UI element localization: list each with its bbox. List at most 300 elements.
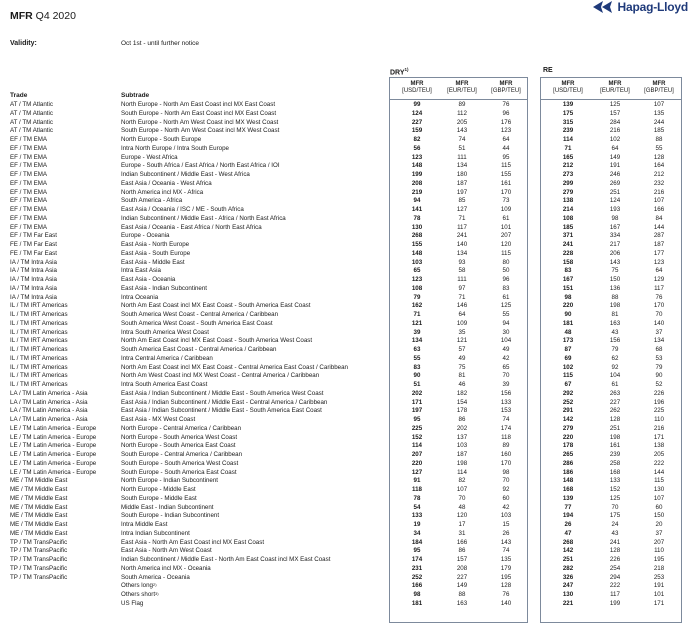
- re-usd-cell: 48: [564, 328, 572, 336]
- dry-usd-cell: 148: [411, 162, 423, 170]
- dry-gbp-cell: 15: [502, 521, 510, 528]
- dry-gbp-cell: 61: [502, 214, 510, 222]
- dry-usd-cell: 148: [411, 249, 423, 257]
- dry-usd-cell: 127: [411, 468, 423, 476]
- dry-eur-cell: 111: [457, 276, 467, 283]
- dry-gbp-cell: 74: [502, 416, 510, 423]
- dry-gbp-cell: 115: [501, 249, 511, 257]
- subtrade-cell: South America West Coast - Central America / Caribbean: [121, 311, 279, 318]
- trade-cell: EF / TM EMA: [10, 136, 48, 143]
- re-usd-cell: 214: [562, 206, 574, 213]
- dry-eur-cell: 187: [456, 451, 468, 458]
- dry-gbp-cell: 39: [502, 381, 510, 388]
- dry-eur-cell: 75: [458, 363, 466, 371]
- re-gbp-cell: 138: [653, 442, 665, 450]
- re-eur-cell: 117: [610, 591, 620, 598]
- dry-eur-cell: 241: [456, 232, 468, 240]
- trade-cell: LE / TM Latin America - Europe: [10, 459, 97, 467]
- dry-gbp-cell: 104: [500, 337, 512, 345]
- dry-gbp-cell: 207: [500, 232, 512, 240]
- dry-usd-cell: 121: [411, 319, 423, 327]
- dry-gbp-cell: 44: [502, 144, 510, 152]
- subtrade-cell: South Europe - North Am East Coast incl MX East Coast: [121, 109, 277, 117]
- dry-eur-cell: 134: [456, 162, 468, 170]
- subtrade-cell: North Am East Coast incl MX East Coast - South America East Coast: [121, 302, 311, 310]
- dry-gbp-cell: 26: [502, 529, 510, 537]
- trade-cell: IL / TM IRT Americas: [10, 319, 68, 327]
- table-row: [0, 162, 696, 171]
- dry-eur-cell: 31: [458, 529, 466, 537]
- dry-eur-cell: 114: [457, 468, 467, 476]
- subtrade-cell: Others long$^{2)}$: [121, 582, 157, 590]
- re-eur-cell: 263: [609, 389, 621, 397]
- subtrade-cell: South America - Oceania: [121, 573, 190, 581]
- dry-usd-cell: 78: [413, 214, 421, 222]
- dry-usd-cell: 174: [411, 556, 423, 563]
- trade-cell: EF / TM EMA: [10, 223, 48, 231]
- dry-eur-cell: 111: [457, 153, 467, 161]
- re-gbp-cell: 150: [653, 512, 665, 520]
- trade-cell: IL / TM IRT Americas: [10, 346, 68, 353]
- dry-usd-cell: 19: [413, 521, 421, 528]
- table-row: [0, 582, 696, 591]
- trade-cell: LE / TM Latin America - Europe: [10, 451, 97, 458]
- subtrade-cell: South Europe - Indian Subcontinent: [121, 512, 220, 520]
- re-gbp-cell: 90: [655, 372, 663, 380]
- dry-gbp-cell: 73: [502, 197, 510, 205]
- re-gbp-cell: 115: [654, 477, 664, 485]
- dry-usd-cell: 54: [413, 503, 421, 511]
- subtrade-cell: North Europe - North Am West Coast incl MX West Coast: [121, 118, 279, 126]
- dry-eur-cell: 146: [456, 302, 468, 310]
- table-row: [0, 145, 696, 154]
- dry-eur-cell: 198: [456, 459, 468, 467]
- trade-cell: LA / TM Latin America - Asia: [10, 407, 88, 415]
- brand-name: Hapag-Lloyd: [617, 0, 688, 14]
- dry-gbp-cell: 125: [500, 302, 512, 310]
- table-row: [0, 600, 696, 609]
- re-eur-cell: 168: [609, 468, 621, 476]
- subtrade-cell: East Asia / Indian Subcontinent / Middle East - South America East Coast: [121, 407, 322, 415]
- dry-gbp-cell: 115: [501, 162, 511, 170]
- subtrade-column-header: Subtrade: [121, 92, 150, 99]
- subtrade-cell: Indian Subcontinent / Middle East - West Africa: [121, 171, 250, 178]
- trade-cell: EF / TM EMA: [10, 179, 48, 187]
- re-section-label: RE: [543, 67, 553, 74]
- dry-gbp-cell: 135: [500, 556, 512, 563]
- trade-cell: LA / TM Latin America - Asia: [10, 416, 88, 423]
- re-gbp-cell: 37: [655, 529, 663, 537]
- dry-gbp-cell: 160: [500, 451, 512, 458]
- re-usd-cell: 67: [564, 381, 572, 388]
- re-eur-cell: 61: [611, 381, 619, 388]
- dry-usd-cell: 83: [413, 363, 421, 371]
- dry-eur-cell: 178: [456, 407, 468, 415]
- dry-gbp-cell: 98: [502, 468, 510, 476]
- trade-cell: ME / TM Middle East: [10, 503, 68, 511]
- dry-eur-cell: 134: [456, 249, 468, 257]
- dry-gbp-cell: 153: [500, 407, 512, 415]
- re-eur-cell: 284: [609, 118, 621, 126]
- trade-cell: ME / TM Middle East: [10, 521, 68, 528]
- trade-cell: TP / TM TransPacific: [10, 573, 68, 581]
- dry-gbp-cell: 89: [502, 442, 510, 450]
- table-row: [0, 232, 696, 241]
- re-gbp-cell: 128: [653, 153, 665, 161]
- dry-usd-cell: 90: [413, 372, 421, 380]
- dry-usd-cell: 199: [411, 171, 423, 178]
- dry-gbp-cell: 140: [500, 599, 512, 607]
- rate-table: [0, 101, 696, 609]
- dry-eur-cell: 227: [456, 573, 468, 581]
- subtrade-cell: East Asia - Indian Subcontinent: [121, 284, 207, 292]
- dry-gbp-cell: 83: [502, 284, 510, 292]
- trade-cell: EF / TM Far East: [10, 232, 57, 240]
- table-row: [0, 469, 696, 478]
- re-usd-cell: 142: [562, 547, 574, 555]
- table-row: [0, 311, 696, 320]
- re-eur-cell: 254: [609, 564, 621, 572]
- trade-cell: IA / TM Intra Asia: [10, 293, 57, 301]
- trade-cell: LA / TM Latin America - Asia: [10, 389, 88, 397]
- dry-gbp-cell: 95: [502, 153, 510, 161]
- subtrade-cell: Indian Subcontinent / Middle East - North Am East Coast incl MX East Coast: [121, 556, 331, 563]
- dry-usd-cell: 208: [411, 179, 423, 187]
- subtrade-cell: North Am East Coast incl MX East Coast - South America West Coast: [121, 337, 313, 345]
- subtrade-cell: East Asia - North Europe: [121, 241, 190, 248]
- dry-gbp-cell: 94: [502, 319, 510, 327]
- re-eur-cell: 191: [609, 162, 621, 170]
- subtrade-cell: Intra Indian Subcontinent: [121, 529, 190, 537]
- dry-usd-cell: 124: [411, 109, 423, 117]
- subtrade-cell: Europe - West Africa: [121, 153, 178, 161]
- re-eur-cell: 62: [611, 354, 619, 362]
- subtrade-cell: South Europe - North Am West Coast incl MX West Coast: [121, 127, 280, 135]
- trade-cell: EF / TM EMA: [10, 144, 48, 152]
- trade-cell: TP / TM TransPacific: [10, 556, 68, 563]
- dry-usd-cell: 108: [411, 284, 423, 292]
- dry-usd-cell: 152: [411, 433, 423, 441]
- trade-cell: IL / TM IRT Americas: [10, 354, 68, 362]
- re-usd-cell: 326: [562, 573, 574, 581]
- dry-usd-cell: 207: [411, 451, 423, 458]
- re-usd-cell: 251: [562, 556, 574, 563]
- re-gbp-header: MFR [GBP/TEU]: [644, 81, 674, 94]
- re-gbp-cell: 134: [653, 337, 665, 345]
- subtrade-cell: North Europe - North Am East Coast incl MX East Coast: [121, 101, 276, 108]
- re-gbp-cell: 79: [655, 363, 663, 371]
- re-usd-cell: 175: [562, 109, 574, 117]
- subtrade-cell: North America incl MX - Africa: [121, 188, 204, 196]
- dry-usd-cell: 171: [411, 398, 423, 406]
- table-row: [0, 189, 696, 198]
- subtrade-cell: Intra North Europe / Intra South Europe: [121, 144, 230, 152]
- table-row: [0, 591, 696, 600]
- dry-usd-cell: 268: [411, 232, 423, 240]
- re-usd-cell: 239: [562, 127, 574, 135]
- re-gbp-cell: 222: [653, 459, 665, 467]
- trade-cell: EF / TM EMA: [10, 206, 48, 213]
- re-eur-cell: 226: [609, 556, 621, 563]
- re-eur-cell: 152: [609, 486, 621, 493]
- re-gbp-cell: 107: [653, 101, 665, 108]
- table-row: [0, 547, 696, 556]
- subtrade-cell: North Europe - Middle East: [121, 486, 196, 493]
- re-eur-cell: 198: [609, 302, 621, 310]
- dry-eur-cell: 112: [457, 109, 467, 117]
- dry-section-label: DRY$^{1)}$: [390, 67, 409, 77]
- re-usd-cell: 241: [562, 241, 574, 248]
- trade-cell: LE / TM Latin America - Europe: [10, 424, 97, 432]
- re-eur-cell: 167: [609, 223, 621, 231]
- re-eur-cell: 251: [609, 188, 621, 196]
- subtrade-cell: Others short$^{3)}$: [121, 591, 159, 598]
- dry-gbp-cell: 103: [500, 512, 512, 520]
- re-header-divider: [540, 99, 682, 100]
- re-eur-cell: 193: [609, 206, 621, 213]
- dry-usd-cell: 123: [411, 153, 423, 161]
- re-gbp-cell: 76: [655, 293, 663, 301]
- subtrade-cell: South Europe - South America East Coast: [121, 468, 237, 476]
- trade-cell: FE / TM Far East: [10, 241, 57, 248]
- dry-eur-cell: 46: [458, 381, 466, 388]
- trade-cell: FE / TM Far East: [10, 249, 57, 257]
- re-eur-cell: 64: [611, 144, 619, 152]
- re-eur-cell: 24: [611, 521, 619, 528]
- table-row: [0, 407, 696, 416]
- re-usd-cell: 115: [563, 372, 573, 380]
- subtrade-cell: Intra Central America / Caribbean: [121, 354, 213, 362]
- dry-usd-cell: 202: [411, 389, 423, 397]
- table-row: [0, 302, 696, 311]
- re-eur-cell: 81: [611, 311, 619, 318]
- re-eur-cell: 241: [609, 538, 621, 546]
- re-usd-cell: 167: [562, 276, 574, 283]
- table-row: [0, 119, 696, 128]
- re-gbp-cell: 140: [653, 319, 665, 327]
- trade-cell: IL / TM IRT Americas: [10, 381, 68, 388]
- dry-gbp-cell: 174: [500, 424, 512, 432]
- re-usd-cell: 292: [562, 389, 574, 397]
- dry-usd-cell: 252: [411, 573, 423, 581]
- dry-gbp-cell: 42: [502, 354, 510, 362]
- re-gbp-cell: 195: [653, 556, 665, 563]
- subtrade-cell: South America East Coast - Central America / Caribbean: [121, 346, 277, 353]
- re-eur-cell: 258: [609, 459, 621, 467]
- dry-usd-cell: 78: [413, 494, 421, 502]
- subtrade-cell: South Europe - Central America / Caribbean: [121, 451, 243, 458]
- dry-gbp-cell: 42: [502, 503, 510, 511]
- dry-gbp-cell: 156: [500, 389, 512, 397]
- dry-gbp-cell: 170: [500, 459, 512, 467]
- trade-cell: LE / TM Latin America - Europe: [10, 433, 97, 441]
- re-gbp-cell: 196: [653, 398, 665, 406]
- re-usd-cell: 221: [562, 599, 574, 607]
- dry-usd-cell: 123: [411, 276, 423, 283]
- re-gbp-cell: 55: [655, 144, 663, 152]
- table-row: [0, 574, 696, 583]
- re-usd-cell: 139: [562, 101, 574, 108]
- table-row: [0, 355, 696, 364]
- dry-usd-cell: 63: [413, 346, 421, 353]
- re-eur-cell: 75: [611, 267, 619, 275]
- table-row: [0, 250, 696, 259]
- dry-gbp-cell: 179: [500, 564, 512, 572]
- dry-gbp-cell: 30: [502, 328, 510, 336]
- dry-gbp-cell: 96: [502, 276, 510, 283]
- re-eur-cell: 206: [609, 249, 621, 257]
- dry-gbp-cell: 161: [500, 179, 512, 187]
- subtrade-cell: South Europe - Middle East: [121, 494, 197, 502]
- dry-usd-cell: 94: [413, 197, 421, 205]
- dry-gbp-cell: 50: [502, 267, 510, 275]
- re-usd-cell: 98: [564, 293, 572, 301]
- dry-usd-cell: 34: [413, 529, 421, 537]
- re-usd-cell: 291: [562, 407, 574, 415]
- dry-gbp-header: MFR [GBP/TEU]: [491, 81, 521, 94]
- trade-cell: IL / TM IRT Americas: [10, 363, 68, 371]
- dry-gbp-cell: 176: [500, 118, 512, 126]
- re-usd-cell: 102: [562, 363, 574, 371]
- re-gbp-cell: 170: [653, 302, 665, 310]
- re-usd-cell: 148: [562, 477, 574, 485]
- re-eur-cell: 150: [609, 276, 621, 283]
- trade-cell: IL / TM IRT Americas: [10, 311, 68, 318]
- re-gbp-cell: 37: [655, 328, 663, 336]
- validity-label: Validity:: [10, 40, 37, 47]
- subtrade-cell: North Europe - South America East Coast: [121, 442, 236, 450]
- subtrade-cell: North Europe - Indian Subcontinent: [121, 477, 218, 485]
- dry-eur-cell: 137: [456, 433, 468, 441]
- re-gbp-cell: 52: [655, 381, 663, 388]
- table-row: [0, 127, 696, 136]
- re-eur-cell: 43: [611, 529, 619, 537]
- dry-eur-header: MFR [EUR/TEU]: [447, 81, 477, 94]
- table-row: [0, 521, 696, 530]
- trade-cell: ME / TM Middle East: [10, 494, 68, 502]
- dry-eur-cell: 120: [456, 512, 468, 520]
- re-gbp-cell: 20: [655, 521, 663, 528]
- re-eur-cell: 163: [609, 319, 621, 327]
- dry-usd-cell: 51: [413, 381, 421, 388]
- re-gbp-cell: 185: [653, 127, 665, 135]
- re-eur-header: MFR [EUR/TEU]: [600, 81, 630, 94]
- re-eur-cell: 125: [609, 101, 621, 108]
- re-usd-cell: 299: [562, 179, 574, 187]
- re-gbp-cell: 88: [655, 136, 663, 143]
- subtrade-cell: Intra South America West Coast: [121, 328, 209, 336]
- table-row: [0, 425, 696, 434]
- re-gbp-cell: 123: [653, 258, 665, 266]
- dry-gbp-cell: 155: [500, 171, 512, 178]
- re-usd-cell: 186: [562, 468, 574, 476]
- subtrade-cell: South Europe - South America West Coast: [121, 459, 239, 467]
- re-eur-cell: 251: [609, 424, 621, 432]
- dry-usd-cell: 71: [413, 311, 421, 318]
- dry-eur-cell: 70: [458, 494, 466, 502]
- re-gbp-cell: 130: [653, 486, 665, 493]
- re-gbp-cell: 187: [653, 241, 665, 248]
- table-row: [0, 101, 696, 110]
- dry-usd-cell: 56: [413, 144, 421, 152]
- trade-cell: IA / TM Intra Asia: [10, 276, 57, 283]
- re-usd-cell: 194: [562, 512, 574, 520]
- footnote-marker: 3): [155, 591, 159, 596]
- dry-eur-cell: 187: [456, 179, 468, 187]
- table-row: [0, 512, 696, 521]
- table-row: [0, 320, 696, 329]
- re-eur-cell: 262: [609, 407, 621, 415]
- table-row: [0, 390, 696, 399]
- dry-gbp-cell: 70: [502, 372, 510, 380]
- dry-usd-cell: 220: [411, 459, 423, 467]
- re-eur-cell: 227: [609, 398, 621, 406]
- trade-cell: IA / TM Intra Asia: [10, 284, 57, 292]
- re-gbp-cell: 144: [653, 468, 665, 476]
- trade-cell: EF / TM EMA: [10, 162, 48, 170]
- re-eur-cell: 269: [609, 179, 621, 187]
- table-row: [0, 215, 696, 224]
- re-usd-cell: 315: [562, 118, 574, 126]
- re-usd-cell: 268: [562, 538, 574, 546]
- subtrade-cell: South America - Africa: [121, 197, 183, 205]
- re-usd-cell: 265: [562, 451, 574, 458]
- subtrade-cell: Indian Subcontinent / Middle East - Africa / North East Africa: [121, 214, 286, 222]
- subtrade-cell: South America West Coast - South America East Coast: [121, 319, 273, 327]
- table-row: [0, 442, 696, 451]
- re-gbp-cell: 110: [654, 416, 664, 423]
- dry-usd-cell: 141: [411, 206, 423, 213]
- re-gbp-cell: 191: [653, 582, 665, 590]
- trade-cell: LE / TM Latin America - Europe: [10, 468, 97, 476]
- re-usd-cell: 165: [562, 153, 574, 161]
- trade-cell: IL / TM IRT Americas: [10, 328, 68, 336]
- table-row: [0, 206, 696, 215]
- dry-eur-cell: 89: [458, 101, 466, 108]
- dry-header-divider: [389, 99, 528, 100]
- dry-eur-cell: 49: [458, 354, 466, 362]
- subtrade-cell: North Europe - South America West Coast: [121, 433, 238, 441]
- trade-cell: LA / TM Latin America - Asia: [10, 398, 88, 406]
- re-usd-cell: 87: [564, 346, 572, 353]
- dry-usd-cell: 166: [411, 582, 423, 590]
- table-row: [0, 364, 696, 373]
- dry-gbp-cell: 195: [500, 573, 512, 581]
- table-row: [0, 241, 696, 250]
- re-gbp-cell: 218: [653, 564, 665, 572]
- table-row: [0, 329, 696, 338]
- re-eur-cell: 143: [609, 258, 621, 266]
- dry-usd-cell: 130: [411, 223, 423, 231]
- re-gbp-cell: 216: [653, 424, 665, 432]
- dry-eur-cell: 86: [458, 416, 466, 423]
- dry-eur-cell: 103: [456, 442, 468, 450]
- table-row: [0, 372, 696, 381]
- subtrade-cell: Intra South America East Coast: [121, 381, 208, 388]
- re-gbp-cell: 171: [653, 433, 665, 441]
- subtrade-cell: Europe - Oceania: [121, 232, 170, 240]
- trade-cell: TP / TM TransPacific: [10, 538, 68, 546]
- re-gbp-cell: 117: [654, 284, 664, 292]
- dry-gbp-cell: 96: [502, 109, 510, 117]
- trade-cell: AT / TM Atlantic: [10, 101, 53, 108]
- re-usd-cell: 178: [562, 442, 574, 450]
- subtrade-cell: Intra East Asia: [121, 267, 161, 275]
- trade-cell: ME / TM Middle East: [10, 477, 68, 485]
- re-gbp-cell: 68: [655, 346, 663, 353]
- table-row: [0, 565, 696, 574]
- re-eur-cell: 102: [609, 136, 621, 143]
